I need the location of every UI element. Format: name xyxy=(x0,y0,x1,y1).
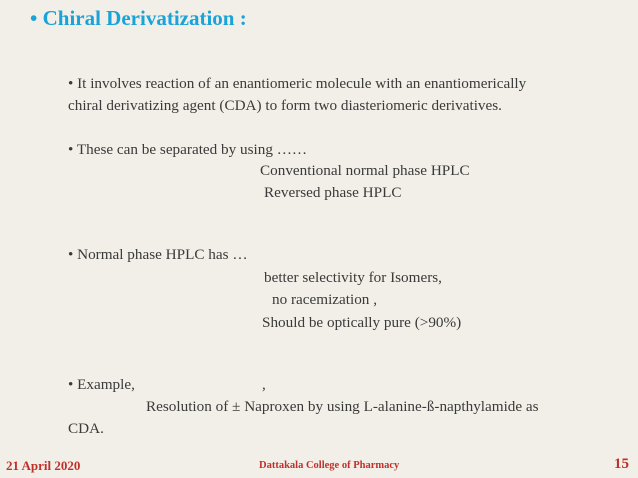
bullet-3-sub-2: no racemization , xyxy=(272,291,377,308)
bullet-4-line-2: Resolution of ± Naproxen by using L-alanine-ß-napthylamide as xyxy=(146,398,539,415)
bullet-3-sub-3: Should be optically pure (>90%) xyxy=(262,314,462,331)
slide-title: • Chiral Derivatization : xyxy=(30,6,247,30)
bullet-3-sub-1: better selectivity for Isomers, xyxy=(264,269,442,286)
bullet-4-line-1: • Example, xyxy=(68,376,135,393)
bullet-1-line-2: chiral derivatizing agent (CDA) to form two diasteriomeric derivatives. xyxy=(68,97,502,114)
bullet-2-sub-2: Reversed phase HPLC xyxy=(264,184,402,201)
page-number: 15 xyxy=(614,456,629,472)
bullet-2-sub-1: Conventional normal phase HPLC xyxy=(260,162,470,179)
bullet-3-line-1: • Normal phase HPLC has … xyxy=(68,246,248,263)
bullet-4-line-3: CDA. xyxy=(68,420,104,437)
footer-college: Dattakala College of Pharmacy xyxy=(259,460,400,471)
bullet-4-comma: , xyxy=(262,376,266,393)
footer-date: 21 April 2020 xyxy=(6,458,81,473)
bullet-1-line-1: • It involves reaction of an enantiomeric molecule with an enantiomerically xyxy=(68,75,527,92)
bullet-2-line-1: • These can be separated by using …… xyxy=(68,141,308,158)
